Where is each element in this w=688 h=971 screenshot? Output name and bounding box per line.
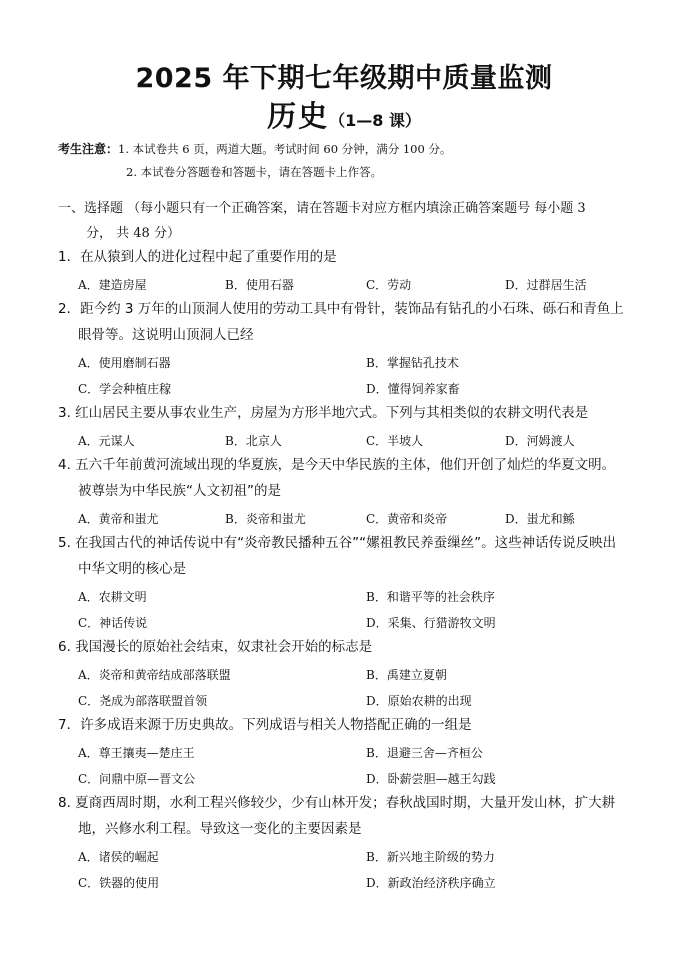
- question-5: [58, 530, 648, 582]
- option-a: A．元谋人: [78, 434, 135, 448]
- option-b: B．北京人: [225, 434, 282, 448]
- section-heading-line-1: 一、选择题 （每小题只有一个正确答案，请在答题卡对应方框内填涂正确答案题号 每小题 3: [58, 201, 586, 216]
- question-6: [58, 634, 648, 660]
- question-4: [58, 452, 648, 504]
- option-c: C．尧成为部落联盟首领: [78, 694, 208, 708]
- option-c: C．学会种植庄稼: [78, 382, 172, 396]
- question-stem-cont: 地，兴修水利工程。导致这一变化的主要因素是: [78, 821, 362, 837]
- option-a: A．农耕文明: [78, 590, 147, 604]
- option-a: A．黄帝和蚩尤: [78, 512, 159, 526]
- question-stem: 1．在从猿到人的进化过程中起了重要作用的是: [58, 249, 337, 265]
- option-a: A．建造房屋: [78, 278, 147, 292]
- notice-line-2: 2. 本试卷分答题卷和答题卡，请在答题卡上作答。: [126, 165, 383, 179]
- option-b: B．禹建立夏朝: [366, 668, 447, 682]
- candidate-notice: [58, 138, 451, 184]
- option-c: C．黄帝和炎帝: [366, 512, 448, 526]
- option-c: C．半坡人: [366, 434, 424, 448]
- section-heading-line-2: 分， 共 48 分）: [86, 226, 180, 241]
- option-d: D．新政治经济秩序确立: [366, 876, 496, 890]
- option-d: D．懂得饲养家畜: [366, 382, 460, 396]
- notice-line-1: 1. 本试卷共 6 页，两道大题。考试时间 60 分钟，满分 100 分。: [118, 142, 452, 156]
- question-stem: 4. 五六千年前黄河流域出现的华夏族，是今天中华民族的主体，他们开创了灿烂的华夏文明。: [58, 457, 616, 473]
- option-d: D．蚩尤和鲧: [505, 512, 575, 526]
- section-heading: [58, 196, 638, 246]
- question-8: [58, 790, 648, 842]
- option-c: C．问鼎中原—晋文公: [78, 772, 196, 786]
- exam-title: 2025 年下期七年级期中质量监测: [135, 63, 553, 94]
- question-stem: 8. 夏商西周时期，水利工程兴修较少，少有山林开发；春秋战国时期，大量开发山林，扩大耕: [58, 795, 616, 811]
- question-stem: 6. 我国漫长的原始社会结束，奴隶社会开始的标志是: [58, 639, 373, 655]
- option-d: D．采集、行猎游牧文明: [366, 616, 496, 630]
- question-stem: 3. 红山居民主要从事农业生产，房屋为方形半地穴式。下列与其相类似的农耕文明代表是: [58, 405, 589, 421]
- subject-name: 历史: [267, 99, 330, 133]
- option-d: D．卧薪尝胆—越王勾践: [366, 772, 496, 786]
- option-b: B．掌握钻孔技术: [366, 356, 459, 370]
- question-2: [58, 296, 648, 348]
- option-b: B．和谐平等的社会秩序: [366, 590, 495, 604]
- option-d: D．原始农耕的出现: [366, 694, 472, 708]
- option-a: A．使用磨制石器: [78, 356, 171, 370]
- question-stem: 5. 在我国古代的神话传说中有“炎帝教民播种五谷”“嫘祖教民养蚕缫丝”。这些神话传说反映出: [58, 535, 617, 551]
- option-b: B．退避三舍—齐桓公: [366, 746, 483, 760]
- notice-label: 考生注意：: [58, 142, 119, 156]
- option-c: C．神话传说: [78, 616, 148, 630]
- notice-row-1: [58, 138, 451, 161]
- option-a: A．炎帝和黄帝结成部落联盟: [78, 668, 231, 682]
- option-c: C．铁器的使用: [78, 876, 160, 890]
- option-b: B．炎帝和蚩尤: [225, 512, 306, 526]
- option-d: D．过群居生活: [505, 278, 587, 292]
- question-3: [58, 400, 648, 426]
- option-d: D．河姆渡人: [505, 434, 575, 448]
- option-b: B．新兴地主阶级的势力: [366, 850, 495, 864]
- option-b: B．使用石器: [225, 278, 294, 292]
- question-stem-cont: 中华文明的核心是: [78, 561, 186, 577]
- question-stem: 2．距今约 3 万年的山顶洞人使用的劳动工具中有骨针，装饰品有钻孔的小石珠、砾石和青鱼上: [58, 301, 624, 317]
- option-a: A．尊王攘夷—楚庄王: [78, 746, 195, 760]
- option-c: C．劳动: [366, 278, 412, 292]
- lesson-scope: （1—8 课）: [329, 111, 421, 130]
- exam-subject: [0, 94, 688, 135]
- question-7: [58, 712, 648, 738]
- question-stem: 7．许多成语来源于历史典故。下列成语与相关人物搭配正确的一组是: [58, 717, 472, 733]
- question-1: [58, 244, 648, 270]
- question-stem-cont: 眼骨等。这说明山顶洞人已经: [78, 327, 254, 343]
- question-stem-cont: 被尊崇为中华民族“人文初祖”的是: [78, 483, 281, 499]
- option-a: A．诸侯的崛起: [78, 850, 159, 864]
